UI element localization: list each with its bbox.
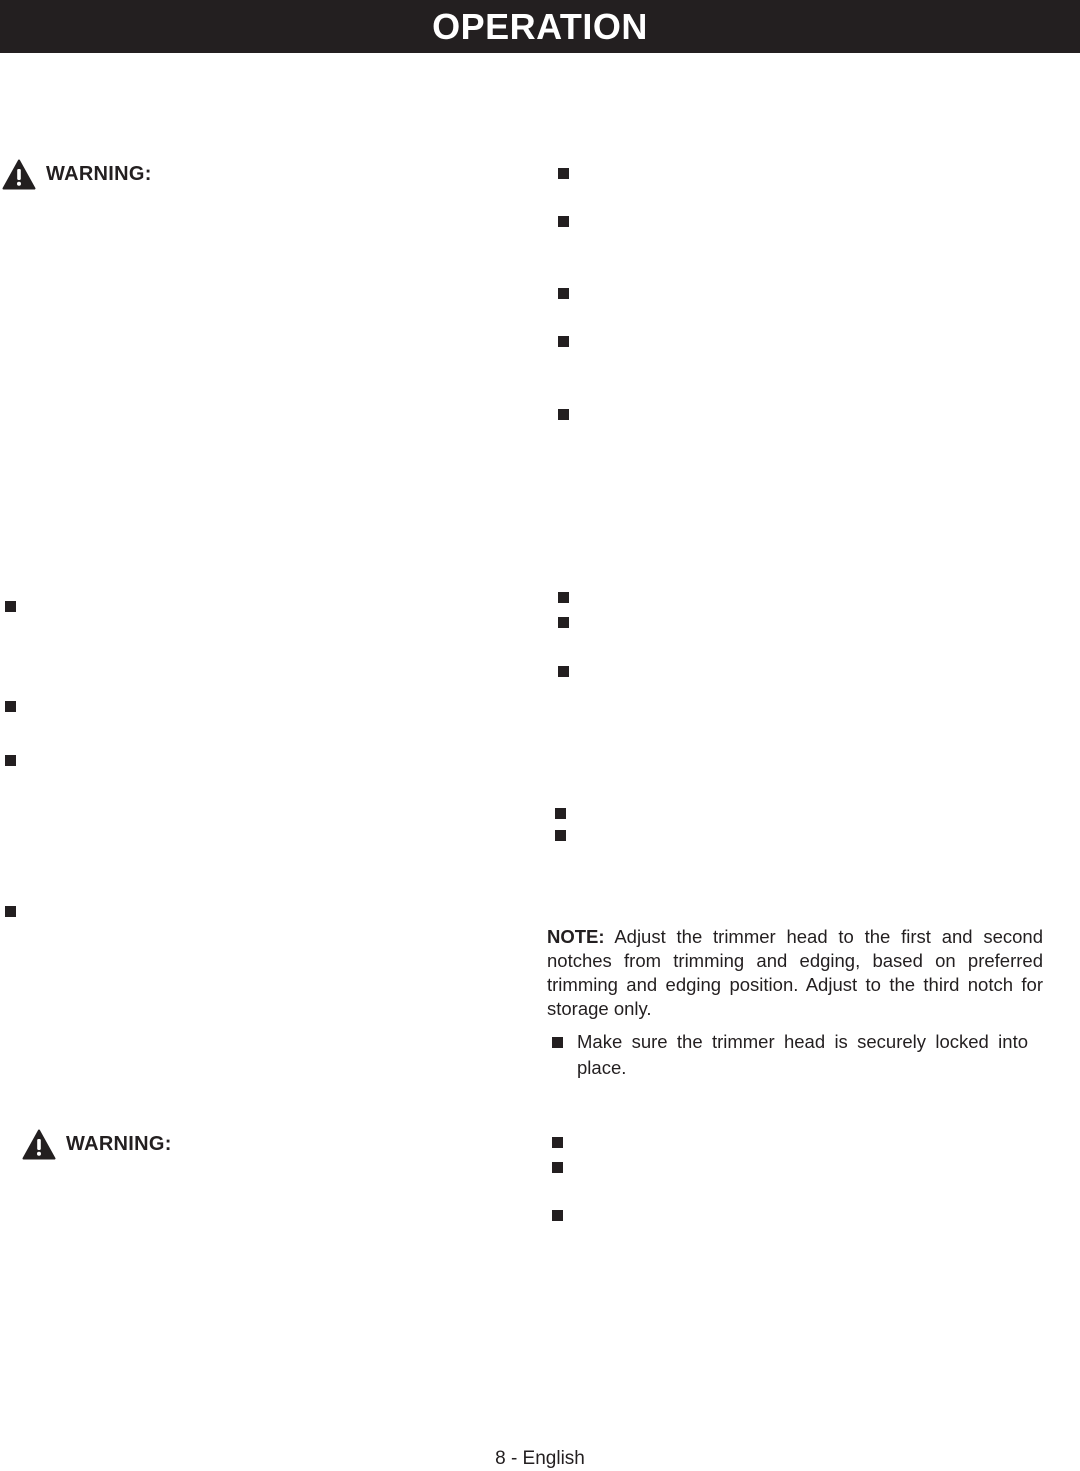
bullet-marker	[558, 216, 569, 227]
list-item-text: Make sure the trimmer head is securely locked into place.	[577, 1031, 1028, 1078]
warning-heading	[2, 159, 152, 190]
bullet-marker	[5, 906, 16, 917]
bullet-marker	[5, 601, 16, 612]
bullet-marker	[558, 592, 569, 603]
list-item	[552, 1029, 1028, 1081]
bullet-marker	[558, 168, 569, 179]
bullet-marker	[552, 1137, 563, 1148]
warning-heading	[22, 1129, 172, 1160]
bullet-marker	[558, 288, 569, 299]
bullet-marker	[552, 1162, 563, 1173]
bullet-marker	[555, 808, 566, 819]
warning-triangle-icon	[2, 159, 36, 190]
bullet-marker	[558, 666, 569, 677]
warning-label: WARNING:	[46, 163, 152, 185]
page-title: OPERATION	[432, 5, 648, 47]
bullet-marker	[555, 830, 566, 841]
bullet-marker	[552, 1210, 563, 1221]
bullet-marker	[5, 755, 16, 766]
warning-triangle-icon	[22, 1129, 56, 1160]
bullet-marker	[552, 1037, 563, 1048]
bullet-marker	[558, 409, 569, 420]
warning-label: WARNING:	[66, 1133, 172, 1155]
bullet-marker	[558, 617, 569, 628]
note-paragraph	[547, 925, 1043, 1021]
header-bar	[0, 0, 1080, 53]
bullet-marker	[5, 701, 16, 712]
note-text: Adjust the trimmer head to the first and second notches from trimming and edging, based on preferred trimming and edging position. Adjust to the third notch for storage only.	[547, 926, 1043, 1019]
note-label: NOTE:	[547, 926, 605, 947]
bullet-marker	[558, 336, 569, 347]
page-footer: 8 - English	[495, 1448, 585, 1469]
